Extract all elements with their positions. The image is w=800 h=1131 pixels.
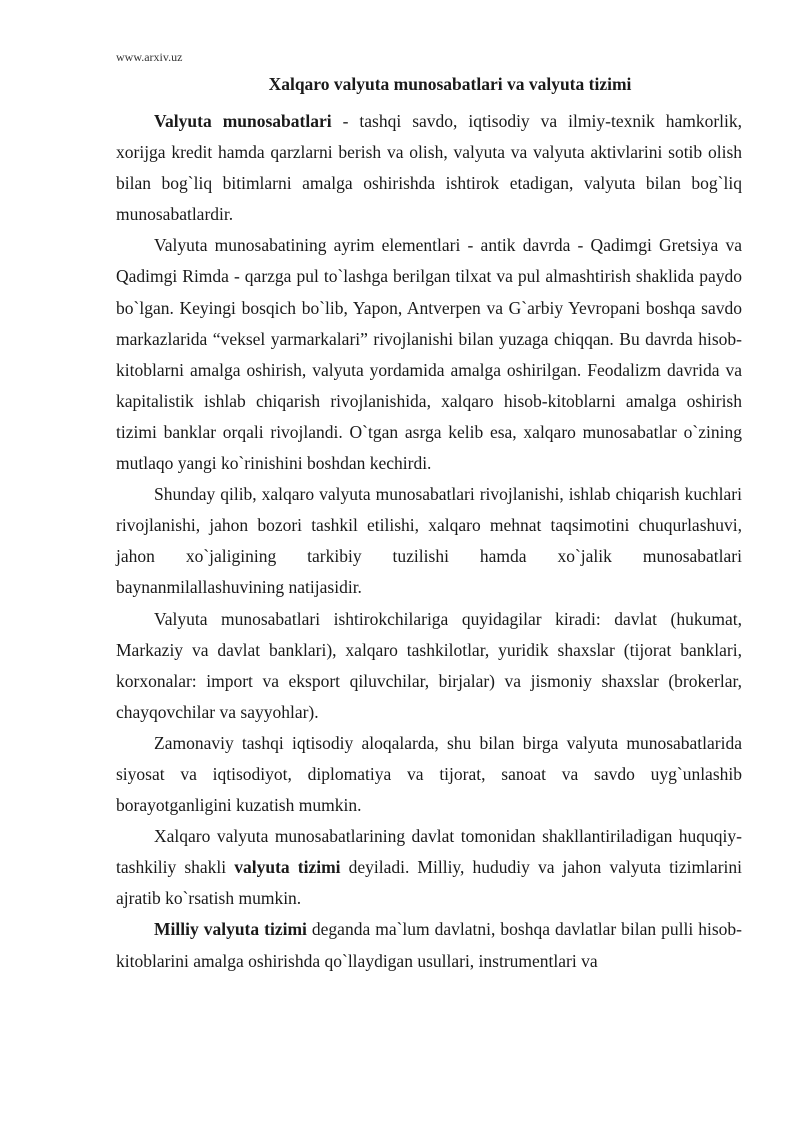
paragraph-7: [116, 914, 742, 976]
paragraph-6-after: deyiladi. Milliy, hududiy va jahon valyuta tizimlarini ajratib ko`rsatish mumkin.: [116, 857, 742, 909]
paragraph-4: Valyuta munosabatlari ishtirokchilariga quyidagilar kiradi: davlat (hukumat, Markaziy va davlat banklari), xalqaro tashkilotlar, yuridik shaxslar (tijorat banklari, korxonalar: import va eksport qiluvchilar, birjalar) va jismoniy shaxslar (brokerlar, chayqovchilar va sayyohlar).: [116, 608, 742, 722]
page-title: Xalqaro valyuta munosabatlari va valyuta tizimi: [268, 74, 632, 94]
paragraph-6-before: Xalqaro valyuta munosabatlarining davlat tomonidan shakllantiriladigan huquqiy-tashkiliy shakli: [116, 826, 742, 878]
paragraph-5: Zamonaviy tashqi iqtisodiy aloqalarda, shu bilan birga valyuta munosabatlarida siyosat va iqtisodiyot, diplomatiya va tijorat, sanoat va savdo uyg`unlashib borayotganligini kuzatish mumkin.: [116, 732, 742, 816]
term-valyuta-tizimi: valyuta tizimi: [234, 857, 341, 878]
paragraph-7-text: deganda ma`lum davlatni, boshqa davlatlar bilan pulli hisob-kitoblarini amalga oshirishda qo`llaydigan usullari, instrumentlari va: [116, 919, 742, 971]
term-valyuta-munosabatlari: Valyuta munosabatlari: [154, 111, 332, 131]
paragraph-2: Valyuta munosabatining ayrim elementlari - antik davrda - Qadimgi Gretsiya va Qadimgi Rimda - qarzga pul to`lashga berilgan tilxat va pul almashtirish shaklida paydo bo`lgan. Keyingi bosqich bo`lib, Yapon, Antverpen va G`arbiy Yevropani boshqa savdo markazlarida “veksel yarmarkalari” rivojlanishi bilan yuzaga chiqqan. Bu davrda hisob-kitoblarni amalga oshirish, valyuta yordamida amalga oshirilgan. Feodalizm davrida va kapitalistik ishlab chiqarish rivojlanishida, xalqaro hisob-kitoblarni amalga oshirish tizimi banklar orqali rivojlandi. O`tgan asrga kelib esa, xalqaro munosabatlar o`zining mutlaqo yangi ko`rinishini boshdan kechirdi.: [116, 235, 742, 474]
paragraph-3: Shunday qilib, xalqaro valyuta munosabatlari rivojlanishi, ishlab chiqarish kuchlari rivojlanishi, jahon bozori tashkil etilishi, xalqaro mehnat taqsimotini chuqurlashuvi, jahon xo`jaligining tarkibiy tuzilishi hamda xo`jalik munosabatlari baynanmilallashuvining natijasidir.: [116, 484, 742, 598]
paragraph-1-text: - tashqi savdo, iqtisodiy va ilmiy-texnik hamkorlik, xorijga kredit hamda qarzlarni berish va olish, valyuta va valyuta aktivlarini sotib olish bilan bog`liq bitimlarni amalga oshirishda ishtirok etadigan, valyuta bilan bog`liq munosabatlardir.: [116, 111, 742, 225]
site-url: www.arxiv.uz: [116, 50, 183, 64]
paragraph-6: [116, 821, 742, 914]
term-milliy-valyuta-tizimi: Milliy valyuta tizimi: [154, 919, 307, 940]
document-body: [116, 106, 742, 977]
paragraph-1: [116, 106, 742, 230]
